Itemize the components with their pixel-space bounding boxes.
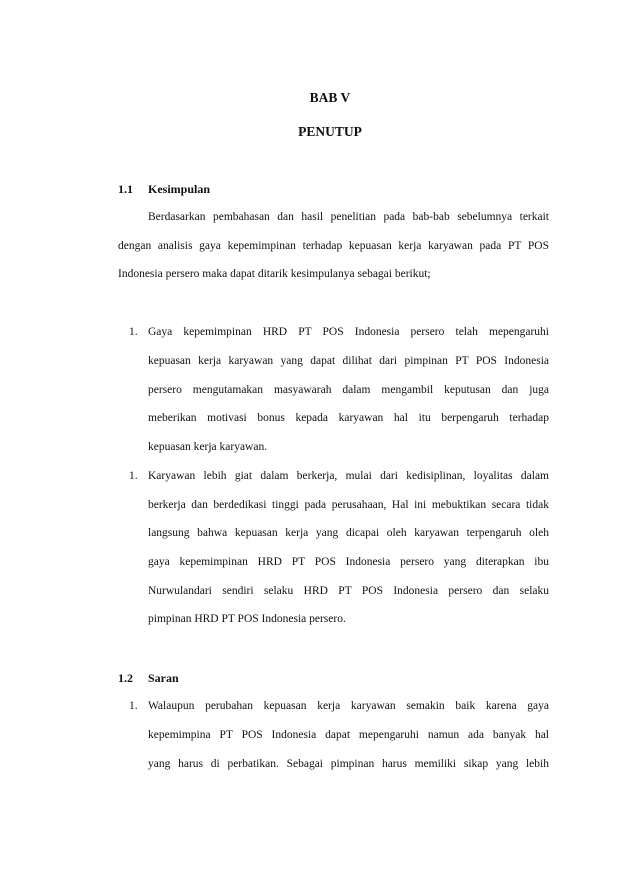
list-item-line: meberikan motivasi bonus kepada karyawan hal itu berpengaruh terhadap	[148, 412, 549, 424]
paragraph-line: dengan analisis gaya kepemimpinan terhadap kepuasan kerja karyawan pada PT POS	[118, 240, 549, 252]
list-item-line: Gaya kepemimpinan HRD PT POS Indonesia persero telah mepengaruhi	[148, 326, 549, 338]
chapter-label: BAB V	[309, 90, 351, 105]
list-item-line: Walaupun perubahan kepuasan kerja karyawan semakin baik karena gaya	[148, 700, 549, 712]
list-item-line: kepemimpina PT POS Indonesia dapat mepengaruhi namun ada banyak hal	[148, 729, 549, 741]
section-heading-saran	[118, 671, 179, 686]
list-item-line: gaya kepemimpinan HRD PT POS Indonesia persero yang diterapkan ibu	[148, 556, 549, 568]
list-item-line: Karyawan lebih giat dalam berkerja, mulai dari kedisiplinan, loyalitas dalam	[148, 470, 549, 482]
list-marker: 1.	[129, 470, 138, 482]
chapter-title: PENUTUP	[298, 124, 362, 139]
list-item-line: persero mengutamakan masyawarah dalam mengambil keputusan dan juga	[148, 384, 549, 396]
list-item-line: pimpinan HRD PT POS Indonesia persero.	[148, 613, 346, 625]
list-item-line: kepuasan kerja karyawan.	[148, 441, 268, 453]
list-marker: 1.	[129, 326, 138, 338]
section-number: 1.1	[118, 182, 133, 196]
list-item-line: berkerja dan berdedikasi tinggi pada perusahaan, Hal ini mebuktikan secara tidak	[148, 499, 549, 511]
section-title: Kesimpulan	[148, 182, 211, 196]
section-title: Saran	[148, 671, 179, 685]
list-marker: 1.	[129, 700, 138, 712]
list-item-line: yang harus di perbatikan. Sebagai pimpinan harus memiliki sikap yang lebih	[148, 758, 549, 770]
list-item-line: langsung bahwa kepuasan kerja yang dicapai oleh karyawan terpengaruh oleh	[148, 527, 549, 539]
list-item-line: kepuasan kerja karyawan yang dapat dilihat dari pimpinan PT POS Indonesia	[148, 355, 549, 367]
list-item-line: Nurwulandari sendiri selaku HRD PT POS Indonesia persero dan selaku	[148, 585, 549, 597]
paragraph-line: Indonesia persero maka dapat ditarik kesimpulanya sebagai berikut;	[118, 268, 431, 280]
section-heading-kesimpulan	[118, 182, 210, 197]
section-number: 1.2	[118, 671, 133, 685]
paragraph-line: Berdasarkan pembahasan dan hasil penelitian pada bab-bab sebelumnya terkait	[148, 211, 549, 223]
